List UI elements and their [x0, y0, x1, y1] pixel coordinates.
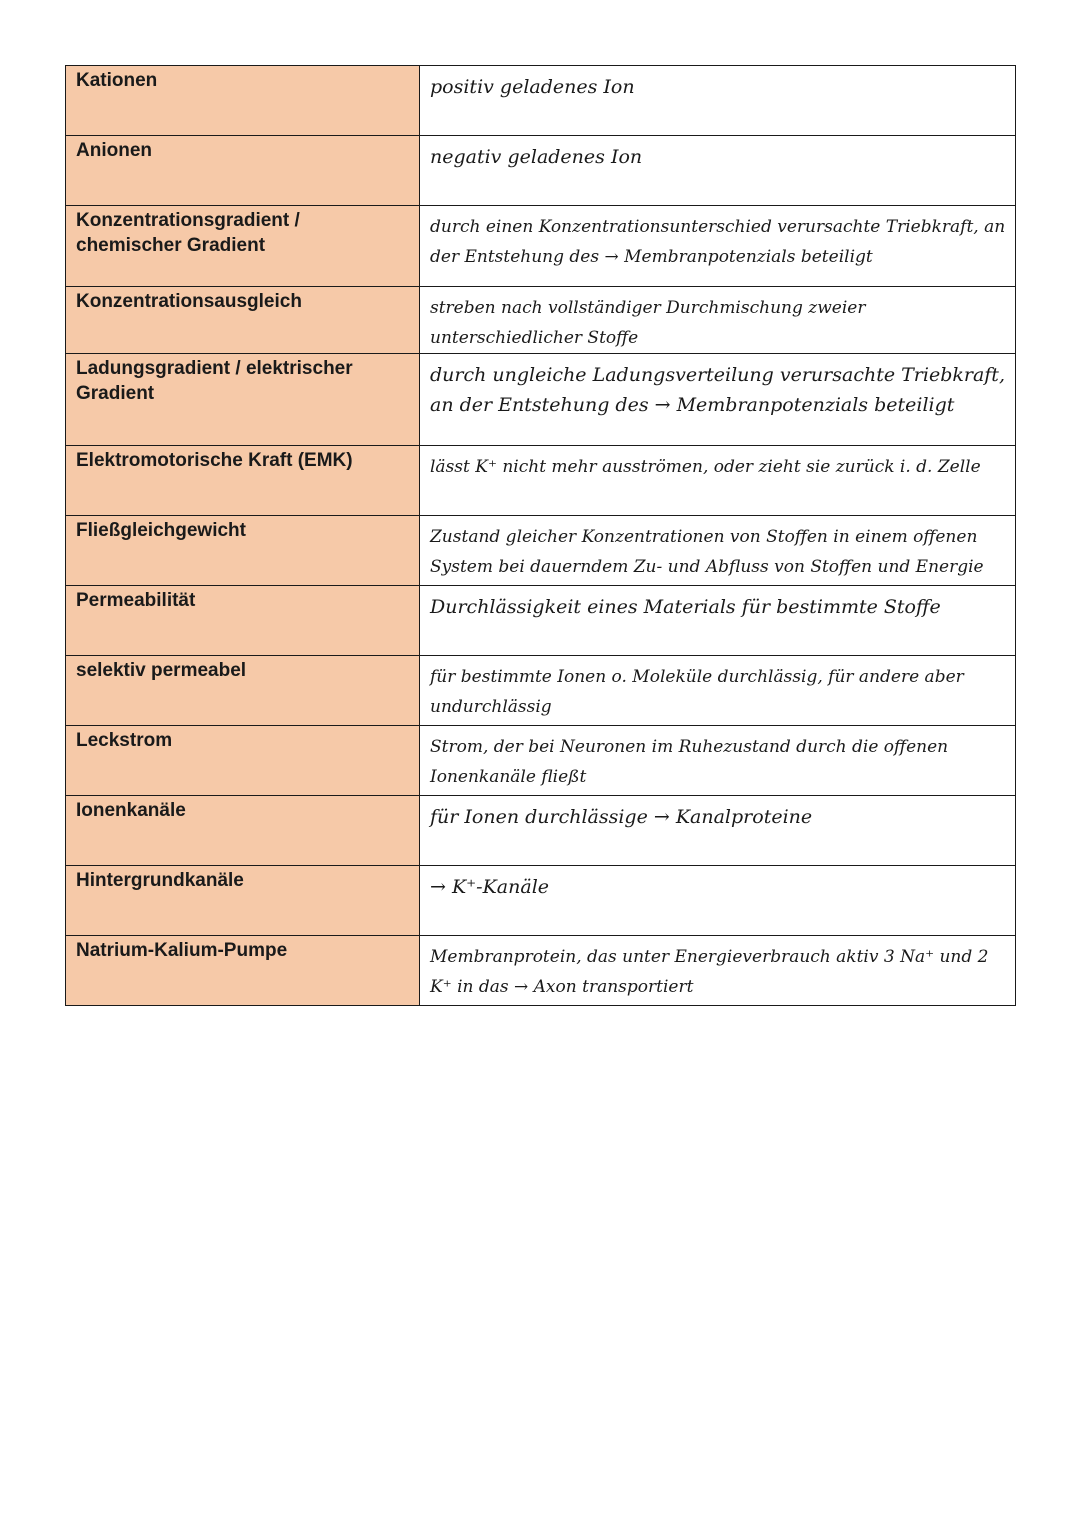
table-row — [66, 516, 1016, 586]
definition-cell: streben nach vollständiger Durchmischung zweier unterschiedlicher Stoffe — [420, 287, 1016, 354]
definition-cell: Membranprotein, das unter Energieverbrauch aktiv 3 Na⁺ und 2 K⁺ in das → Axon transportiert — [420, 936, 1016, 1006]
definition-cell: durch einen Konzentrationsunterschied verursachte Triebkraft, an der Entstehung des → Membranpotenzials beteiligt — [420, 206, 1016, 287]
definition-cell: Durchlässigkeit eines Materials für bestimmte Stoffe — [420, 586, 1016, 656]
definition-cell: Strom, der bei Neuronen im Ruhezustand durch die offenen Ionenkanäle fließt — [420, 726, 1016, 796]
term-cell: selektiv permeabel — [66, 656, 420, 726]
term-cell: Kationen — [66, 66, 420, 136]
definition-cell: lässt K⁺ nicht mehr ausströmen, oder zieht sie zurück i. d. Zelle — [420, 446, 1016, 516]
term-cell: Ladungsgradient / elektrischer Gradient — [66, 354, 420, 446]
table-row — [66, 936, 1016, 1006]
definition-cell: für Ionen durchlässige → Kanalproteine — [420, 796, 1016, 866]
term-cell: Natrium-Kalium-Pumpe — [66, 936, 420, 1006]
definition-cell: Zustand gleicher Konzentrationen von Stoffen in einem offenen System bei dauerndem Zu- und Abfluss von Stoffen und Energie — [420, 516, 1016, 586]
table-row — [66, 66, 1016, 136]
term-cell: Elektromotorische Kraft (EMK) — [66, 446, 420, 516]
definition-cell: positiv geladenes Ion — [420, 66, 1016, 136]
definition-cell: → K⁺-Kanäle — [420, 866, 1016, 936]
glossary-table — [65, 65, 1016, 1006]
table-row — [66, 656, 1016, 726]
table-row — [66, 136, 1016, 206]
table-row — [66, 354, 1016, 446]
table-row — [66, 446, 1016, 516]
term-cell: Leckstrom — [66, 726, 420, 796]
definition-cell: negativ geladenes Ion — [420, 136, 1016, 206]
term-cell: Ionenkanäle — [66, 796, 420, 866]
table-row — [66, 866, 1016, 936]
table-row — [66, 206, 1016, 287]
table-row — [66, 796, 1016, 866]
term-cell: Hintergrundkanäle — [66, 866, 420, 936]
term-cell: Konzentrationsausgleich — [66, 287, 420, 354]
table-row — [66, 726, 1016, 796]
term-cell: Konzentrationsgradient / chemischer Gradient — [66, 206, 420, 287]
table-row — [66, 586, 1016, 656]
definition-cell: für bestimmte Ionen o. Moleküle durchlässig, für andere aber undurchlässig — [420, 656, 1016, 726]
table-row — [66, 287, 1016, 354]
term-cell: Anionen — [66, 136, 420, 206]
term-cell: Fließgleichgewicht — [66, 516, 420, 586]
term-cell: Permeabilität — [66, 586, 420, 656]
definition-cell: durch ungleiche Ladungsverteilung verursachte Triebkraft, an der Entstehung des → Membranpotenzials beteiligt — [420, 354, 1016, 446]
